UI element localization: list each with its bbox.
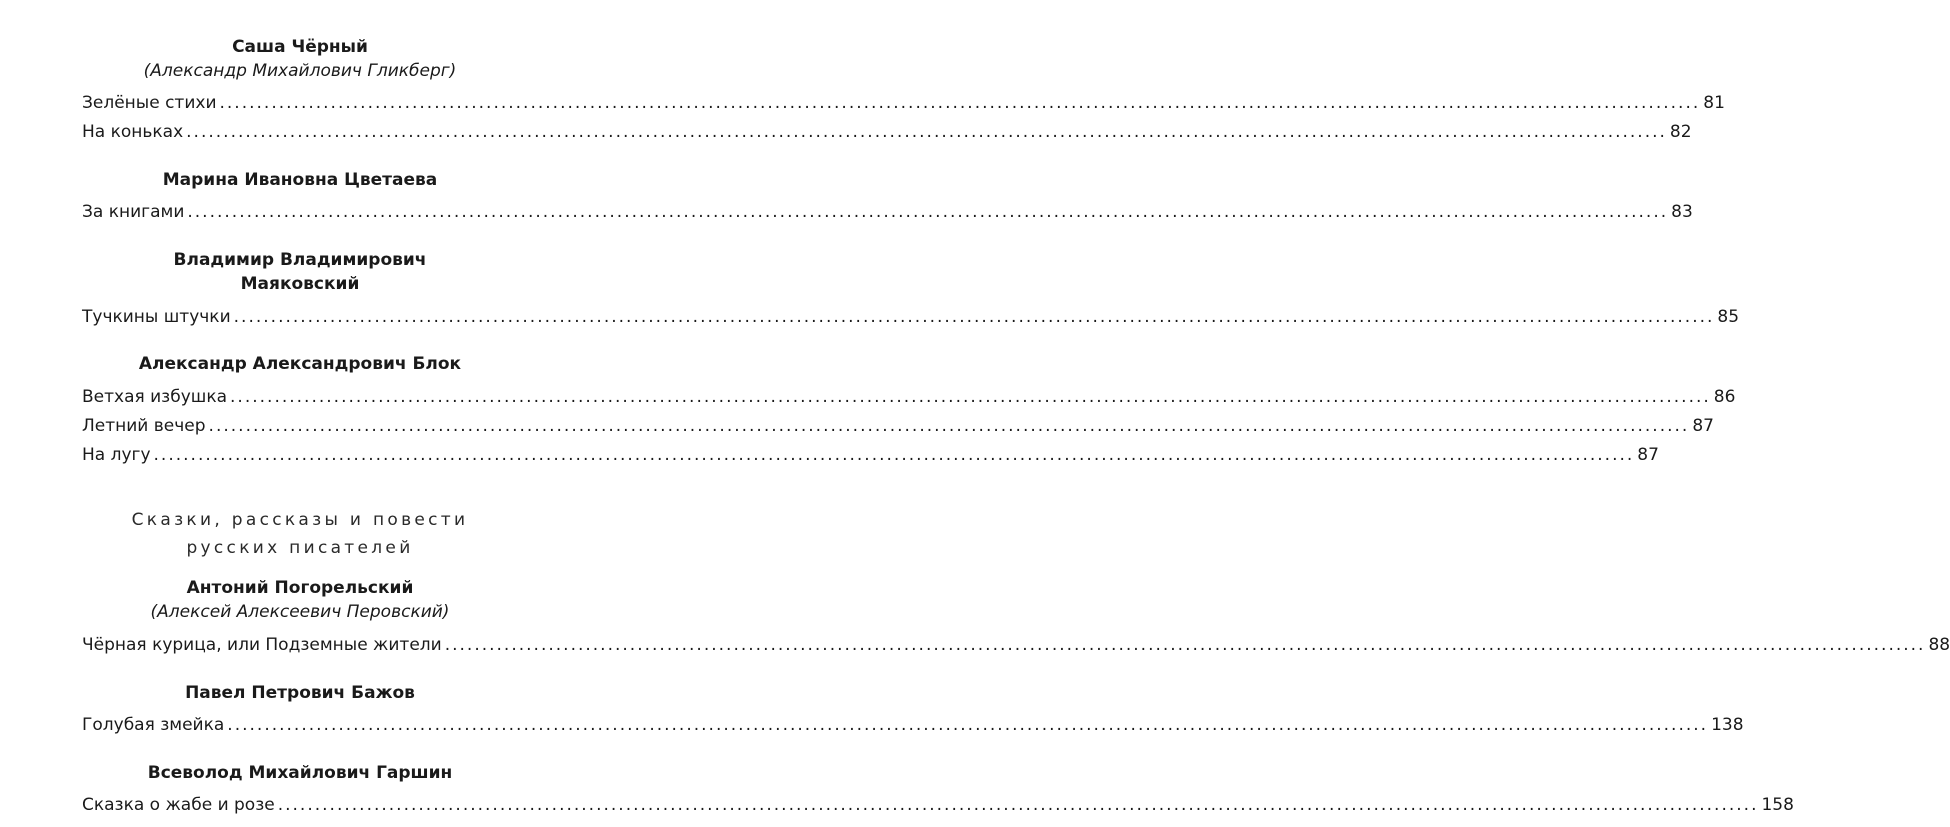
- leader-dots: ........................................................................................................................................................................................................: [186, 122, 1667, 142]
- entry-page: 85: [1717, 307, 1740, 327]
- leader-dots: ........................................................................................................................................................................................................: [219, 93, 1701, 113]
- leader-dots: ........................................................................................................................................................................................................: [230, 387, 1711, 407]
- entry-page: 87: [1692, 416, 1714, 436]
- section-heading-line1: Сказки, рассказы и повести: [131, 510, 469, 530]
- leader-dots: ........................................................................................................................................................................................................: [233, 307, 1715, 327]
- entry-page: 88: [1928, 635, 1950, 655]
- leader-dots: ........................................................................................................................................................................................................: [208, 416, 1690, 436]
- author-alias: (Александр Михайлович Гликберг): [143, 61, 457, 81]
- entry-title: На лугу: [82, 445, 151, 465]
- toc-entry[interactable]: [82, 713, 1744, 737]
- entry-title: Тучкины штучки: [82, 307, 231, 327]
- entry-title: Чёрная курица, или Подземные жители: [82, 635, 442, 655]
- entry-page: 82: [1669, 122, 1692, 142]
- toc-entry[interactable]: [82, 443, 1659, 467]
- toc-entry[interactable]: [82, 91, 1725, 115]
- toc-entry[interactable]: [82, 414, 1714, 438]
- toc-entry[interactable]: [82, 200, 1693, 224]
- leader-dots: ........................................................................................................................................................................................................: [187, 202, 1669, 222]
- entry-title: За книгами: [82, 202, 185, 222]
- author-heading: Саша Чёрный: [232, 37, 368, 57]
- toc-entry[interactable]: [82, 305, 1740, 329]
- leader-dots: ........................................................................................................................................................................................................: [444, 635, 1926, 655]
- toc-entry[interactable]: [82, 385, 1736, 409]
- entry-title: Зелёные стихи: [82, 93, 217, 113]
- toc-entry[interactable]: [82, 793, 1794, 817]
- entry-page: 138: [1711, 715, 1744, 735]
- leader-dots: ........................................................................................................................................................................................................: [277, 795, 1759, 815]
- toc-entry[interactable]: [82, 120, 1692, 144]
- author-heading-line1: Владимир Владимирович: [173, 250, 427, 270]
- author-heading: Антоний Погорельский: [186, 578, 414, 598]
- author-alias: (Алексей Алексеевич Перовский): [150, 602, 450, 622]
- author-heading-line2: Маяковский: [240, 274, 360, 294]
- toc-entry[interactable]: [82, 633, 1950, 657]
- entry-title: Ветхая избушка: [82, 387, 228, 407]
- section-heading-line2: русских писателей: [186, 538, 414, 558]
- entry-title: Сказка о жабе и розе: [82, 795, 275, 815]
- leader-dots: ........................................................................................................................................................................................................: [227, 715, 1709, 735]
- entry-page: 83: [1671, 202, 1693, 222]
- author-heading: Марина Ивановна Цветаева: [162, 170, 438, 190]
- entry-page: 87: [1637, 445, 1659, 465]
- entry-title: На коньках: [82, 122, 184, 142]
- entry-page: 86: [1713, 387, 1736, 407]
- entry-page: 158: [1761, 795, 1794, 815]
- leader-dots: ........................................................................................................................................................................................................: [153, 445, 1635, 465]
- author-heading: Всеволод Михайлович Гаршин: [147, 763, 453, 783]
- author-heading: Александр Александрович Блок: [138, 354, 462, 374]
- author-heading: Павел Петрович Бажов: [185, 683, 415, 703]
- entry-title: Летний вечер: [82, 416, 206, 436]
- entry-title: Голубая змейка: [82, 715, 225, 735]
- entry-page: 81: [1703, 93, 1725, 113]
